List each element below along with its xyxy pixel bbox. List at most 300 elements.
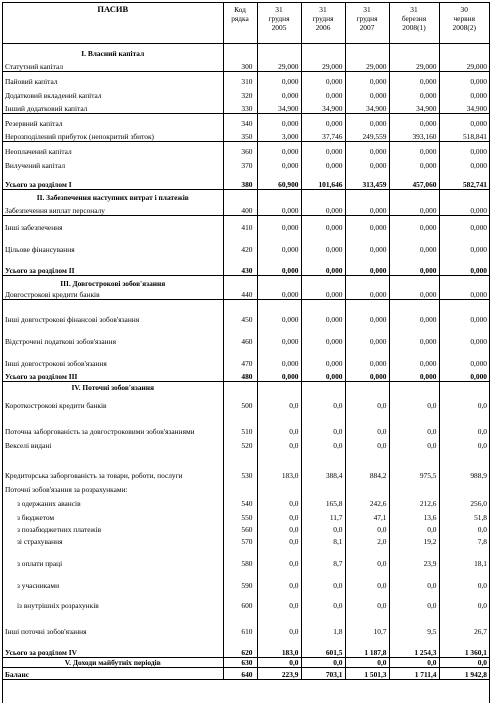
table-row: [3, 58, 489, 72]
row-code: 340: [223, 114, 257, 128]
row-value: 1 942,8: [439, 668, 489, 680]
row-value: 0,0: [439, 436, 489, 450]
table-row: [3, 392, 489, 410]
header-col-2006: 31 грудня 2006: [301, 3, 345, 44]
row-value: 975,5: [389, 450, 439, 480]
row-code: 380: [223, 170, 257, 190]
row-value: 313,459: [345, 170, 389, 190]
row-value: 0,000: [389, 300, 439, 324]
row-value: 0,0: [301, 522, 345, 534]
row-code: [223, 190, 257, 202]
row-value: 165,8: [301, 494, 345, 508]
table-row: [3, 450, 489, 480]
row-value: 29,000: [301, 58, 345, 72]
row-label: Інші поточні зобов'язання: [5, 626, 87, 636]
row-value: 0,000: [301, 202, 345, 216]
row-value: 34,900: [301, 100, 345, 114]
row-value: 0,0: [389, 410, 439, 436]
section-row: [3, 44, 489, 58]
row-label: Додатковий вкладений капітал: [5, 90, 102, 100]
row-value: [439, 190, 489, 202]
row-label: Усього за розділом ІІІ: [3, 368, 223, 382]
row-value: 0,000: [257, 300, 301, 324]
table-row: [3, 522, 489, 534]
row-value: [301, 190, 345, 202]
row-value: 0,000: [439, 368, 489, 382]
row-value: 0,000: [439, 300, 489, 324]
row-value: 0,0: [345, 546, 389, 568]
row-value: 2,0: [345, 534, 389, 546]
row-value: 0,0: [345, 568, 389, 590]
row-value: 11,7: [301, 508, 345, 522]
row-code: 470: [223, 346, 257, 368]
row-value: 0,000: [301, 114, 345, 128]
row-label: Поточна заборгованість за довгостроковими зобов'язаннями: [5, 426, 195, 436]
row-value: 0,000: [345, 202, 389, 216]
row-value: 0,000: [301, 288, 345, 300]
row-value: 29,000: [345, 58, 389, 72]
row-value: 0,000: [345, 216, 389, 232]
row-code: 550: [223, 508, 257, 522]
table-row: [3, 436, 489, 450]
row-value: [345, 44, 389, 58]
row-value: 0,0: [439, 392, 489, 410]
row-code: 590: [223, 568, 257, 590]
row-value: 223,9: [257, 668, 301, 680]
row-value: 0,000: [345, 288, 389, 300]
row-value: 0,000: [257, 142, 301, 156]
row-value: 0,0: [257, 436, 301, 450]
row-value: 0,000: [301, 254, 345, 276]
row-value: 0,0: [301, 590, 345, 610]
row-code: 520: [223, 436, 257, 450]
row-value: 10,7: [345, 610, 389, 636]
row-value: 0,000: [257, 72, 301, 86]
row-value: 23,9: [389, 546, 439, 568]
row-value: 0,000: [257, 368, 301, 382]
row-value: [257, 276, 301, 288]
row-value: [389, 276, 439, 288]
row-code: 640: [223, 668, 257, 680]
row-label: із внутрішніх розрахунків: [17, 600, 99, 610]
row-label: Нерозподілений прибуток (непокритий збиток): [3, 128, 223, 142]
row-label: ІІІ. Довгострокові зобов'язання: [60, 278, 166, 288]
row-value: 0,000: [301, 72, 345, 86]
row-label: Баланс: [3, 668, 223, 680]
row-code: 540: [223, 494, 257, 508]
row-value: 393,160: [389, 128, 439, 142]
table-row: [3, 288, 489, 300]
row-value: 0,0: [439, 410, 489, 436]
balance-sheet: [2, 2, 490, 703]
row-value: 0,000: [439, 114, 489, 128]
row-value: 703,1: [301, 668, 345, 680]
row-value: 0,000: [439, 142, 489, 156]
table-row: [3, 410, 489, 436]
row-value: 0,0: [345, 522, 389, 534]
row-label: Усього за розділом ІІ: [3, 254, 223, 276]
row-label: V. Доходи майбутніх періодів: [3, 658, 223, 668]
row-value: 0,000: [439, 156, 489, 170]
row-code: 350: [223, 128, 257, 142]
row-value: [439, 44, 489, 58]
row-value: 0,000: [257, 86, 301, 100]
row-value: 0,0: [301, 658, 345, 668]
row-value: 0,000: [389, 142, 439, 156]
row-label: Інші довгострокові фінансові зобов'язання: [5, 314, 140, 324]
row-value: 1 254,3: [389, 636, 439, 658]
row-code: 450: [223, 300, 257, 324]
header-col-2005: 31 грудня 2005: [257, 3, 301, 44]
row-code: 630: [223, 658, 257, 668]
row-value: 1 501,3: [345, 668, 389, 680]
row-value: 0,0: [389, 568, 439, 590]
row-code: 530: [223, 450, 257, 480]
row-value: 183,0: [257, 450, 301, 480]
row-value: 0,0: [439, 658, 489, 668]
row-label: Усього за розділом IV: [3, 636, 223, 658]
row-value: 0,0: [257, 568, 301, 590]
row-value: 0,0: [257, 392, 301, 410]
row-value: 1,8: [301, 610, 345, 636]
row-value: 0,000: [439, 216, 489, 232]
row-value: 0,000: [301, 86, 345, 100]
row-value: 0,000: [345, 324, 389, 346]
total-row: [3, 170, 489, 190]
table-row: [3, 156, 489, 170]
row-code: 510: [223, 410, 257, 436]
row-code: [223, 382, 257, 392]
row-code: 360: [223, 142, 257, 156]
row-value: 0,000: [439, 86, 489, 100]
row-value: 0,0: [257, 410, 301, 436]
row-label: Довгострокові кредити банків: [3, 288, 223, 300]
row-label: Резервний капітал: [5, 118, 63, 128]
row-value: 34,900: [439, 100, 489, 114]
row-label: ІІ. Забезпечення наступних витрат і платежів: [36, 192, 189, 202]
row-code: 370: [223, 156, 257, 170]
row-value: 0,000: [389, 346, 439, 368]
table-row: [3, 72, 489, 86]
row-value: 0,0: [439, 522, 489, 534]
row-value: [301, 276, 345, 288]
row-value: [301, 382, 345, 392]
row-value: 0,0: [301, 410, 345, 436]
row-value: 7,8: [439, 534, 489, 546]
row-value: [257, 480, 301, 494]
row-code: 560: [223, 522, 257, 534]
row-value: 0,0: [257, 658, 301, 668]
row-value: 0,000: [389, 216, 439, 232]
row-label: Короткострокові кредити банків: [5, 400, 107, 410]
row-value: 0,000: [345, 142, 389, 156]
row-value: 0,000: [257, 254, 301, 276]
row-value: [345, 276, 389, 288]
row-value: 0,0: [257, 610, 301, 636]
row-value: 0,0: [345, 658, 389, 668]
row-value: 0,0: [257, 546, 301, 568]
row-code: 480: [223, 368, 257, 382]
row-value: 0,0: [257, 534, 301, 546]
row-label: Інший додатковий капітал: [3, 100, 223, 114]
table-row: [3, 508, 489, 522]
section-row: [3, 382, 489, 392]
row-value: 26,7: [439, 610, 489, 636]
table-row: [3, 232, 489, 254]
row-value: [257, 190, 301, 202]
row-label: з учасниками: [17, 580, 60, 590]
row-value: 0,000: [257, 288, 301, 300]
row-value: 8,1: [301, 534, 345, 546]
row-value: 0,0: [389, 436, 439, 450]
row-code: 430: [223, 254, 257, 276]
row-code: 600: [223, 590, 257, 610]
row-value: 0,000: [257, 156, 301, 170]
row-value: [439, 276, 489, 288]
row-value: 0,0: [389, 658, 439, 668]
row-code: [223, 44, 257, 58]
row-code: 440: [223, 288, 257, 300]
row-value: 0,000: [301, 346, 345, 368]
row-value: 0,0: [345, 436, 389, 450]
row-value: 0,000: [439, 232, 489, 254]
row-value: 0,0: [301, 392, 345, 410]
row-code: [223, 480, 257, 494]
row-value: 1 187,8: [345, 636, 389, 658]
liabilities-table: [3, 3, 489, 680]
row-code: 320: [223, 86, 257, 100]
row-code: 400: [223, 202, 257, 216]
row-value: 101,646: [301, 170, 345, 190]
row-value: 0,000: [301, 232, 345, 254]
row-code: 610: [223, 610, 257, 636]
row-value: [389, 382, 439, 392]
row-code: 620: [223, 636, 257, 658]
row-value: [301, 480, 345, 494]
row-value: 29,000: [389, 58, 439, 72]
row-value: 0,000: [439, 346, 489, 368]
row-value: 0,000: [257, 346, 301, 368]
row-value: 0,000: [389, 156, 439, 170]
row-code: 330: [223, 100, 257, 114]
row-value: 457,060: [389, 170, 439, 190]
table-row: [3, 494, 489, 508]
row-value: 0,0: [345, 590, 389, 610]
row-value: 13,6: [389, 508, 439, 522]
row-label: Забезпечення виплат персоналу: [3, 202, 223, 216]
row-value: 0,0: [389, 590, 439, 610]
row-code: 300: [223, 58, 257, 72]
table-row: [3, 300, 489, 324]
table-row: [3, 590, 489, 610]
row-value: 0,000: [257, 232, 301, 254]
row-code: 310: [223, 72, 257, 86]
header-col-2008-1: 31 березня 2008(1): [389, 3, 439, 44]
row-label: Інші забезпечення: [5, 222, 63, 232]
row-label: Поточні зобов'язання за розрахунками:: [5, 484, 128, 494]
table-body: [3, 44, 489, 680]
row-code: 500: [223, 392, 257, 410]
row-value: 8,7: [301, 546, 345, 568]
row-value: 19,2: [389, 534, 439, 546]
row-value: 0,000: [345, 156, 389, 170]
total-row: [3, 636, 489, 658]
table-row: [3, 202, 489, 216]
row-value: 242,6: [345, 494, 389, 508]
row-value: [345, 382, 389, 392]
header-col-2007: 31 грудня 2007: [345, 3, 389, 44]
row-value: 0,0: [439, 568, 489, 590]
row-value: [389, 190, 439, 202]
row-value: 0,000: [439, 254, 489, 276]
row-value: 0,000: [301, 300, 345, 324]
row-value: 0,000: [439, 72, 489, 86]
row-label: зі страхування: [17, 536, 63, 546]
row-value: 9,5: [389, 610, 439, 636]
row-label: з одержаних авансів: [17, 498, 81, 508]
row-value: 212,6: [389, 494, 439, 508]
table-row: [3, 480, 489, 494]
row-value: 3,000: [257, 128, 301, 142]
table-row: [3, 86, 489, 100]
row-value: 0,000: [345, 114, 389, 128]
row-value: 47,1: [345, 508, 389, 522]
row-value: 0,000: [257, 216, 301, 232]
table-row: [3, 568, 489, 590]
table-row: [3, 658, 489, 668]
row-label: Векселі видані: [5, 440, 52, 450]
row-value: 0,0: [439, 590, 489, 610]
row-label: Інші довгострокові зобов'язання: [5, 358, 107, 368]
table-row: [3, 100, 489, 114]
row-value: 0,0: [301, 436, 345, 450]
row-value: 0,0: [345, 392, 389, 410]
row-code: 570: [223, 534, 257, 546]
table-row: [3, 534, 489, 546]
row-value: 29,000: [439, 58, 489, 72]
row-value: 0,000: [389, 72, 439, 86]
row-value: 0,000: [345, 254, 389, 276]
row-value: 51,8: [439, 508, 489, 522]
row-value: 0,000: [439, 324, 489, 346]
row-value: 60,900: [257, 170, 301, 190]
row-label: з бюджетом: [17, 512, 55, 522]
header-col-2008-2: 30 червня 2008(2): [439, 3, 489, 44]
row-value: [345, 480, 389, 494]
table-row: [3, 346, 489, 368]
row-code: [223, 276, 257, 288]
row-code: 580: [223, 546, 257, 568]
header-code: Код рядка: [223, 3, 257, 44]
row-value: 256,0: [439, 494, 489, 508]
row-value: 0,0: [257, 590, 301, 610]
row-value: [257, 44, 301, 58]
row-value: 0,000: [389, 254, 439, 276]
row-value: 249,559: [345, 128, 389, 142]
row-label: І. Власний капітал: [81, 48, 145, 58]
row-value: 0,000: [345, 346, 389, 368]
row-value: 0,000: [389, 114, 439, 128]
row-value: 601,5: [301, 636, 345, 658]
row-label: Усього за розділом І: [3, 170, 223, 190]
row-value: 0,000: [439, 288, 489, 300]
row-value: 0,000: [345, 72, 389, 86]
row-value: [257, 382, 301, 392]
row-value: 0,000: [389, 368, 439, 382]
row-label: Пайовий капітал: [5, 76, 58, 86]
row-value: 0,000: [439, 202, 489, 216]
row-value: 1 711,4: [389, 668, 439, 680]
table-row: [3, 142, 489, 156]
row-value: 582,741: [439, 170, 489, 190]
row-value: 0,0: [257, 508, 301, 522]
row-value: [389, 480, 439, 494]
row-label: Кредиторська заборгованість за товари, роботи, послуги: [5, 470, 183, 480]
row-value: 0,000: [301, 368, 345, 382]
row-value: 0,000: [345, 86, 389, 100]
row-label: Цільове фінансування: [5, 244, 75, 254]
total-row: [3, 668, 489, 680]
row-value: 0,000: [389, 288, 439, 300]
row-value: 0,000: [345, 368, 389, 382]
row-value: 0,000: [345, 300, 389, 324]
total-row: [3, 368, 489, 382]
row-value: 0,0: [389, 522, 439, 534]
row-value: [439, 382, 489, 392]
row-value: 37,746: [301, 128, 345, 142]
row-value: 0,000: [257, 324, 301, 346]
row-value: 0,0: [345, 410, 389, 436]
table-row: [3, 114, 489, 128]
section-row: [3, 190, 489, 202]
row-value: 518,841: [439, 128, 489, 142]
table-row: [3, 610, 489, 636]
row-value: 34,900: [345, 100, 389, 114]
total-row: [3, 254, 489, 276]
row-value: 0,000: [389, 202, 439, 216]
row-value: 0,000: [301, 156, 345, 170]
row-value: [301, 44, 345, 58]
row-value: 0,000: [389, 232, 439, 254]
row-value: 0,000: [301, 324, 345, 346]
row-code: 460: [223, 324, 257, 346]
row-value: 18,1: [439, 546, 489, 568]
row-code: 420: [223, 232, 257, 254]
table-row: [3, 128, 489, 142]
row-value: 388,4: [301, 450, 345, 480]
section-row: [3, 276, 489, 288]
row-value: 0,000: [345, 232, 389, 254]
row-label: IV. Поточні зобов'язання: [71, 382, 155, 392]
table-header: [3, 3, 489, 44]
row-value: 29,000: [257, 58, 301, 72]
row-value: 34,900: [257, 100, 301, 114]
row-value: 183,0: [257, 636, 301, 658]
row-value: 0,0: [389, 392, 439, 410]
row-label: з оплати праці: [17, 558, 63, 568]
row-value: 0,000: [257, 114, 301, 128]
row-value: 0,0: [257, 522, 301, 534]
row-value: 0,000: [301, 142, 345, 156]
row-value: 0,000: [389, 86, 439, 100]
row-value: 0,000: [389, 324, 439, 346]
row-value: 988,9: [439, 450, 489, 480]
row-value: [439, 480, 489, 494]
row-label: Статутний капітал: [3, 58, 223, 72]
row-label: Неоплачений капітал: [5, 146, 72, 156]
header-pasyv: ПАСИВ: [3, 3, 223, 44]
row-value: 0,000: [257, 202, 301, 216]
